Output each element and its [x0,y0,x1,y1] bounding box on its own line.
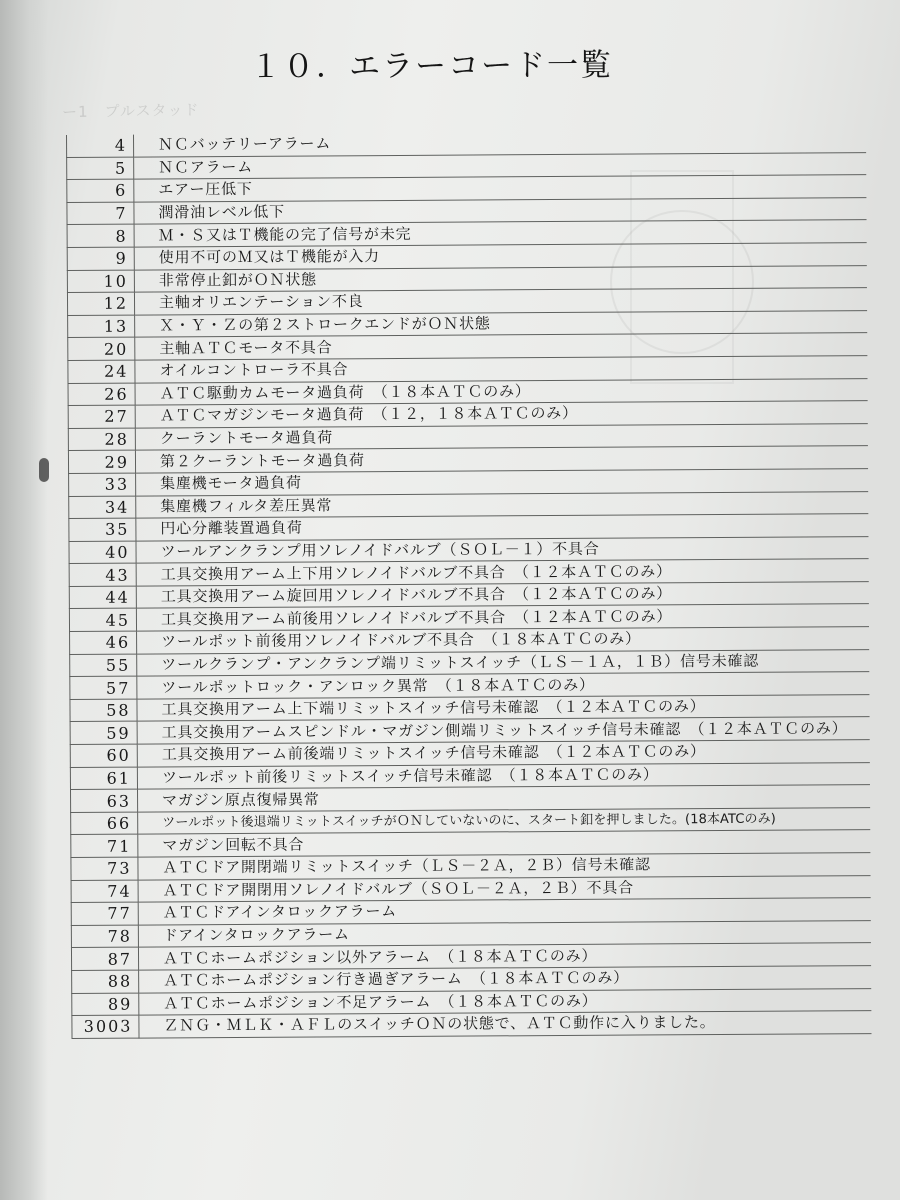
error-description: ＡＴＣ駆動カムモータ過負荷 （１８本ＡＴＣのみ） [135,378,868,405]
error-description: Ｍ・Ｓ又はＴ機能の完了信号が未完 [134,220,867,247]
error-description: ＡＴＣホームポジション以外アラーム （１８本ＡＴＣのみ） [138,943,871,970]
error-code: 60 [70,744,137,767]
error-code: 12 [67,292,134,315]
error-code: 9 [67,247,134,270]
error-description: 潤滑油レベル低下 [134,197,867,224]
error-code: 77 [71,902,138,925]
error-code: 71 [71,834,138,857]
error-code: 40 [69,541,136,564]
error-description: クーラントモータ過負荷 [135,423,868,450]
error-code: 63 [70,789,137,812]
error-code: 78 [71,925,138,948]
error-description: マガジン原点復帰異常 [137,785,870,812]
error-description: 集塵機フィルタ差圧異常 [136,491,869,518]
error-description: 主軸ＡＴＣモータ不具合 [135,333,868,360]
error-description: ＺＮＧ・ＭＬＫ・ＡＦＬのスイッチＯＮの状態で、ＡＴＣ動作に入りました。 [139,1011,872,1038]
error-description: 工具交換用アーム上下端リミットスイッチ信号未確認 （１２本ＡＴＣのみ） [137,694,870,721]
error-code: 10 [67,270,134,293]
error-code: 57 [70,676,137,699]
error-description: 第２クーラントモータ過負荷 [135,446,868,473]
error-description: ＡＴＣドアインタロックアラーム [138,898,871,925]
error-description: ツールアンクランプ用ソレノイドバルブ（ＳＯＬ－１）不具合 [136,536,869,563]
error-description: ＡＴＣホームポジション行き過ぎアラーム （１８本ＡＴＣのみ） [139,966,872,993]
error-description: ＮＣバッテリーアラーム [133,130,866,157]
error-code: 61 [70,767,137,790]
binder-hole [39,458,49,482]
error-code: 43 [69,563,136,586]
error-description: ツールポット前後リミットスイッチ信号未確認 （１８本ＡＴＣのみ） [137,762,870,789]
error-description: 工具交換用アームスピンドル・マガジン側端リミットスイッチ信号未確認 （１２本ＡＴＣのみ） [137,717,870,744]
error-code: 4 [66,135,133,158]
error-code: 35 [69,518,136,541]
error-code: 88 [72,970,139,993]
error-code: 89 [72,993,139,1016]
error-description: ＡＴＣホームポジション不足アラーム （１８本ＡＴＣのみ） [139,988,872,1015]
error-code: 73 [71,857,138,880]
error-code: 8 [67,224,134,247]
error-description: エアー圧低下 [134,175,867,202]
error-description: ＡＴＣドア開閉用ソレノイドバルブ（ＳＯＬ－２Ａ，２Ｂ）不具合 [138,875,871,902]
error-description: 工具交換用アーム旋回用ソレノイドバルブ不具合 （１２本ＡＴＣのみ） [136,581,869,608]
error-description: ツールクランプ・アンクランプ端リミットスイッチ（ＬＳ－１Ａ，１Ｂ）信号未確認 [137,649,870,676]
error-code: 55 [70,654,137,677]
error-description: ツールポットロック・アンロック異常 （１８本ＡＴＣのみ） [137,672,870,699]
error-description: 非常停止釦がＯＮ状態 [134,265,867,292]
error-description: 集塵機モータ過負荷 [136,469,869,496]
error-description: Ｘ・Ｙ・Ｚの第２ストロークエンドがＯＮ状態 [135,310,868,337]
error-code: 20 [68,337,135,360]
error-description: ＮＣアラーム [134,152,867,179]
error-description: ドアインタロックアラーム [138,920,871,947]
error-code: 26 [68,383,135,406]
error-code: 66 [71,812,138,835]
error-code: 3003 [72,1015,139,1038]
error-code: 29 [68,450,135,473]
error-description: 工具交換用アーム前後端リミットスイッチ信号未確認 （１２本ＡＴＣのみ） [137,740,870,767]
error-code: 58 [70,699,137,722]
page-title: １０．エラーコード一覧 [249,47,614,86]
bleedthrough-text: ー1 プルスタッド [61,100,200,122]
error-description: 使用不可のＭ又はＴ機能が入力 [134,243,867,270]
error-code: 44 [69,586,136,609]
error-description: 主軸オリエンテーション不良 [134,288,867,315]
error-description: ツールポット後退端リミットスイッチがＯＮしていないのに、スタート釦を押しました。(18本ATCのみ) [138,807,871,834]
error-code: 28 [68,428,135,451]
error-code: 6 [67,179,134,202]
error-description: ＡＴＣドア開閉端リミットスイッチ（ＬＳ－２Ａ，２Ｂ）信号未確認 [138,853,871,880]
error-code: 45 [69,609,136,632]
error-code: 13 [68,315,135,338]
error-description: 円心分離装置過負荷 [136,514,869,541]
error-description: マガジン回転不具合 [138,830,871,857]
error-description: オイルコントローラ不具合 [135,356,868,383]
error-description: ＡＴＣマガジンモータ過負荷 （１２，１８本ＡＴＣのみ） [135,401,868,428]
error-code: 24 [68,360,135,383]
error-code: 74 [71,880,138,903]
error-code: 46 [70,631,137,654]
error-code: 7 [67,202,134,225]
error-code: 27 [68,405,135,428]
error-code: 33 [69,473,136,496]
error-code: 87 [71,947,138,970]
error-description: 工具交換用アーム前後用ソレノイドバルブ不具合 （１２本ＡＴＣのみ） [136,604,869,631]
error-code: 34 [69,496,136,519]
binder-shadow [0,0,48,1200]
error-code: 5 [67,157,134,180]
error-description: ツールポット前後用ソレノイドバルブ不具合 （１８本ＡＴＣのみ） [137,627,870,654]
error-code-table [66,130,872,1113]
error-description: 工具交換用アーム上下用ソレノイドバルブ不具合 （１２本ＡＴＣのみ） [136,559,869,586]
table-row [72,1011,872,1038]
error-code: 59 [70,722,137,745]
